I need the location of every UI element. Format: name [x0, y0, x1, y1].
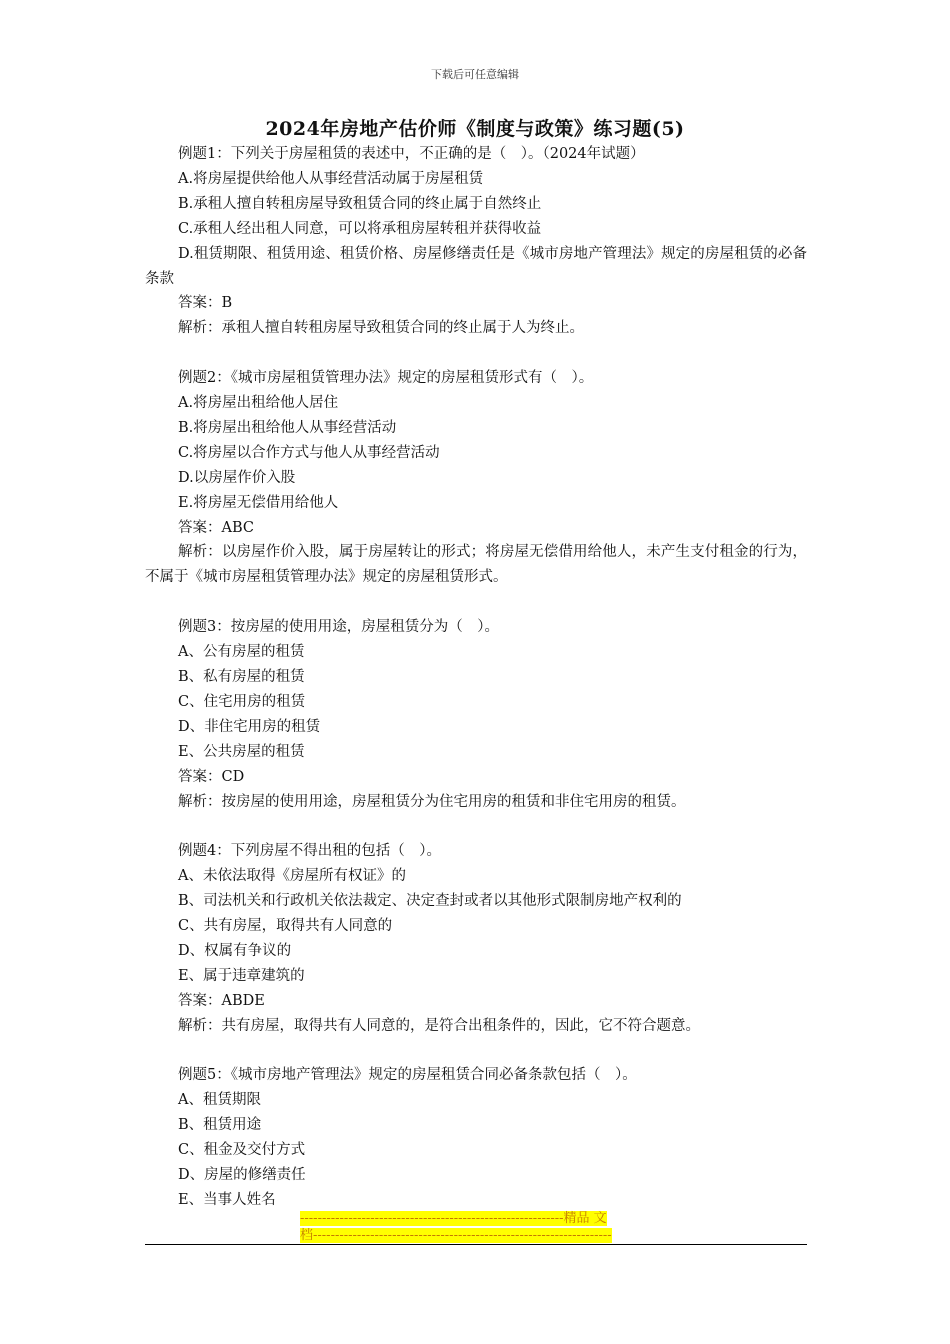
question-4-answer: 答案：ABDE [178, 992, 265, 1009]
question-4-text: 例题4：下列房屋不得出租的包括（ ）。 [178, 843, 441, 860]
question-2-answer: 答案：ABC [178, 519, 254, 536]
question-2-text: 例题2：《城市房屋租赁管理办法》规定的房屋租赁形式有（ ）。 [178, 370, 594, 387]
question-4-option-b: B、司法机关和行政机关依法裁定、决定查封或者以其他形式限制房地产权利的 [178, 893, 682, 910]
question-3-option-e: E、公共房屋的租赁 [178, 743, 305, 760]
question-1-option-a: A.将房屋提供给他人从事经营活动属于房屋租赁 [178, 170, 484, 187]
question-block-1 [145, 142, 807, 341]
question-3-option-c: C、住宅用房的租赁 [178, 693, 306, 710]
question-block-2 [145, 366, 807, 590]
question-2-option-c: C.将房屋以合作方式与他人从事经营活动 [178, 444, 440, 461]
question-1-option-c: C.承租人经出租人同意，可以将承租房屋转租并获得收益 [178, 220, 542, 237]
document-title: 2024年房地产估价师《制度与政策》练习题(5) [265, 118, 685, 140]
question-3-answer: 答案：CD [178, 768, 245, 785]
question-2-option-b: B.将房屋出租给他人从事经营活动 [178, 419, 397, 436]
question-5-text: 例题5：《城市房地产管理法》规定的房屋租赁合同必备条款包括（ ）。 [178, 1067, 637, 1084]
question-2-option-e: E.将房屋无偿借用给他人 [178, 494, 339, 511]
question-3-text: 例题3：按房屋的使用用途，房屋租赁分为（ ）。 [178, 619, 499, 636]
question-5-option-d: D、房屋的修缮责任 [178, 1167, 306, 1184]
question-block-4 [145, 839, 807, 1038]
footer-divider [145, 1244, 807, 1245]
question-5-option-a: A、租赁期限 [178, 1092, 261, 1109]
footer-line-2: 档-------------------------------------------------------------------- [300, 1228, 612, 1243]
question-2-option-a: A.将房屋出租给他人居住 [178, 395, 339, 412]
question-5-option-b: B、租赁用途 [178, 1117, 262, 1134]
question-1-text: 例题1：下列关于房屋租赁的表述中，不正确的是（ ）。（2024年试题） [178, 146, 645, 162]
question-4-option-d: D、权属有争议的 [178, 942, 292, 959]
question-1-option-d: D.租赁期限、租赁用途、租赁价格、房屋修缮责任是《城市房地产管理法》规定的房屋租赁的必备条款 [145, 245, 807, 287]
footer-watermark [300, 1210, 650, 1244]
question-5-option-c: C、租金及交付方式 [178, 1142, 306, 1159]
question-1-answer: 答案：B [178, 295, 233, 312]
question-4-option-c: C、共有房屋，取得共有人同意的 [178, 918, 393, 935]
question-2-option-d: D.以房屋作价入股 [178, 469, 296, 486]
question-3-option-d: D、非住宅用房的租赁 [178, 718, 321, 735]
page-header-note: 下载后可任意编辑 [431, 68, 519, 81]
question-block-3 [145, 615, 807, 814]
question-5-option-e: E、当事人姓名 [178, 1192, 276, 1208]
question-4-option-e: E、属于违章建筑的 [178, 967, 305, 984]
document-body [145, 142, 807, 1213]
question-4-analysis: 解析：共有房屋，取得共有人同意的，是符合出租条件的，因此，它不符合题意。 [178, 1017, 700, 1034]
question-1-analysis: 解析：承租人擅自转租房屋导致租赁合同的终止属于人为终止。 [178, 320, 584, 337]
question-block-5 [145, 1063, 807, 1212]
question-3-analysis: 解析：按房屋的使用用途，房屋租赁分为住宅用房的租赁和非住宅用房的租赁。 [178, 793, 686, 810]
question-1-option-b: B.承租人擅自转租房屋导致租赁合同的终止属于自然终止 [178, 195, 542, 212]
question-3-option-a: A、公有房屋的租赁 [178, 644, 305, 661]
question-2-analysis: 解析：以房屋作价入股，属于房屋转让的形式；将房屋无偿借用给他人，未产生支付租金的行为，不属于《城市房屋租赁管理办法》规定的房屋租赁形式。 [145, 544, 807, 586]
question-4-option-a: A、未依法取得《房屋所有权证》的 [178, 868, 406, 885]
question-3-option-b: B、私有房屋的租赁 [178, 669, 305, 685]
footer-line-1: ------------------------------------------------------------精品 文 [300, 1211, 607, 1226]
